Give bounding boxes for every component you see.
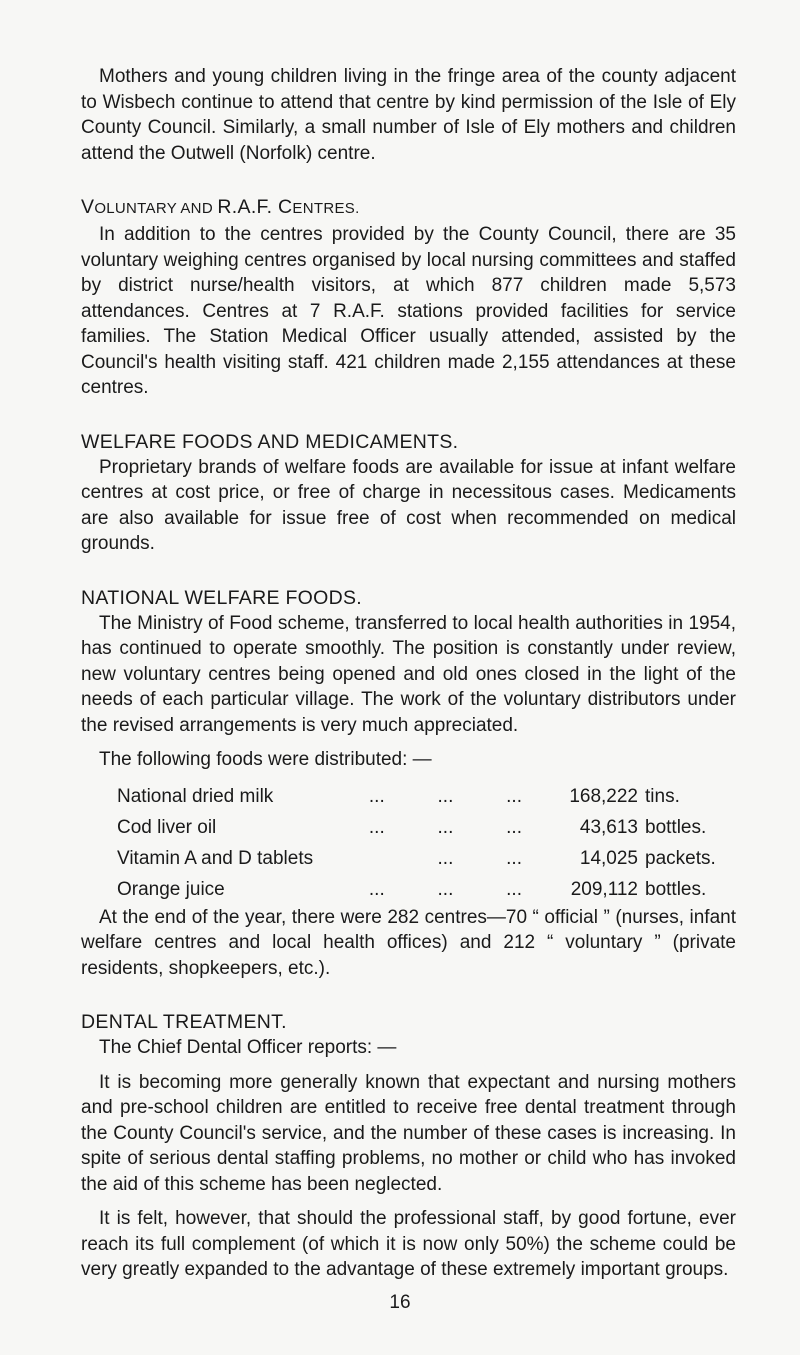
dental-heading: DENTAL TREATMENT. bbox=[81, 1011, 287, 1033]
food-name: Vitamin A and D tablets bbox=[117, 847, 314, 869]
food-unit: tins. bbox=[645, 785, 680, 807]
voluntary-heading bbox=[81, 194, 736, 222]
food-quantity: 168,222 bbox=[569, 785, 638, 807]
voluntary-paragraph: In addition to the centres provided by the County Council, there are 35 voluntary weighing centres organised by local nursing committees and staffed by district nurse/health visitors, at which 877 children made 5,573 attendances. Centres at 7 R.A.F. stations provided facilities for service families. The Station Medical Officer usually attended, assisted by the Council's health visiting staff. 421 children made 2,155 attendances at these centres. bbox=[81, 224, 736, 398]
national-welfare-heading: NATIONAL WELFARE FOODS. bbox=[81, 586, 363, 609]
food-unit: bottles. bbox=[645, 878, 707, 900]
dental-paragraph-1: It is becoming more generally known that expectant and nursing mothers and pre-school children are entitled to receive free dental treatment through the County Council's service, and the number of these cases is increasing. In spite of serious dental staffing problems, no mother or child who has invoked the aid of this scheme has been neglected. bbox=[81, 1071, 736, 1195]
food-row bbox=[117, 874, 737, 905]
food-leader: ... ... ... bbox=[368, 785, 522, 807]
voluntary-heading-part1: OLUNTARY AND bbox=[94, 200, 218, 217]
welfare-foods-heading: WELFARE FOODS AND MEDICAMENTS. bbox=[81, 430, 459, 453]
food-name: Orange juice bbox=[117, 878, 225, 900]
food-row bbox=[117, 781, 737, 812]
page-number: 16 bbox=[389, 1292, 411, 1313]
national-welfare-paragraph: The Ministry of Food scheme, transferred to local health authorities in 1954, has continued to operate smoothly. The position is constantly under review, new voluntary centres being opened and old ones closed in the light of the needs of each particular village. The work of the voluntary distributors under the revised arrangements is very much appreciated. bbox=[81, 612, 736, 736]
food-leader: ... ... ... bbox=[368, 878, 522, 900]
food-unit: bottles. bbox=[645, 816, 707, 838]
food-quantity: 43,613 bbox=[579, 816, 638, 838]
food-name: Cod liver oil bbox=[117, 816, 217, 838]
food-row bbox=[117, 843, 737, 874]
foods-list bbox=[117, 781, 737, 905]
voluntary-heading-cap: V bbox=[81, 196, 95, 218]
food-leader: ... ... bbox=[437, 847, 522, 869]
dental-reports-intro: The Chief Dental Officer reports: — bbox=[99, 1037, 397, 1058]
food-quantity: 14,025 bbox=[579, 847, 638, 869]
voluntary-heading-raf: R.A.F. C bbox=[217, 196, 293, 218]
foods-list-intro: The following foods were distributed: — bbox=[99, 749, 432, 770]
food-quantity: 209,112 bbox=[570, 878, 638, 900]
voluntary-heading-part2: ENTRES. bbox=[292, 200, 360, 217]
food-unit: packets. bbox=[645, 847, 716, 869]
food-name: National dried milk bbox=[117, 785, 274, 807]
welfare-foods-paragraph: Proprietary brands of welfare foods are available for issue at infant welfare centres at cost price, or free of charge in necessitous cases. Medicaments are also available for issue free of cost when recommended on medical grounds. bbox=[81, 456, 736, 554]
intro-paragraph: Mothers and young children living in the fringe area of the county adjacent to Wisbech continue to attend that centre by kind permission of the Isle of Ely County Council. Similarly, a small number of Isle of Ely mothers and children attend the Outwell (Norfolk) centre. bbox=[81, 66, 736, 164]
centres-closing-paragraph: At the end of the year, there were 282 centres—70 “ official ” (nurses, infant welfare centres and local health offices) and 212 “ voluntary ” (private residents, shopkeepers, etc.). bbox=[81, 906, 736, 979]
food-row bbox=[117, 812, 737, 843]
dental-paragraph-2: It is felt, however, that should the professional staff, by good fortune, ever reach its full complement (of which it is now only 50%) the scheme could be very greatly expanded to the advantage of these extremely important groups. bbox=[81, 1208, 736, 1280]
food-leader: ... ... ... bbox=[368, 816, 522, 838]
